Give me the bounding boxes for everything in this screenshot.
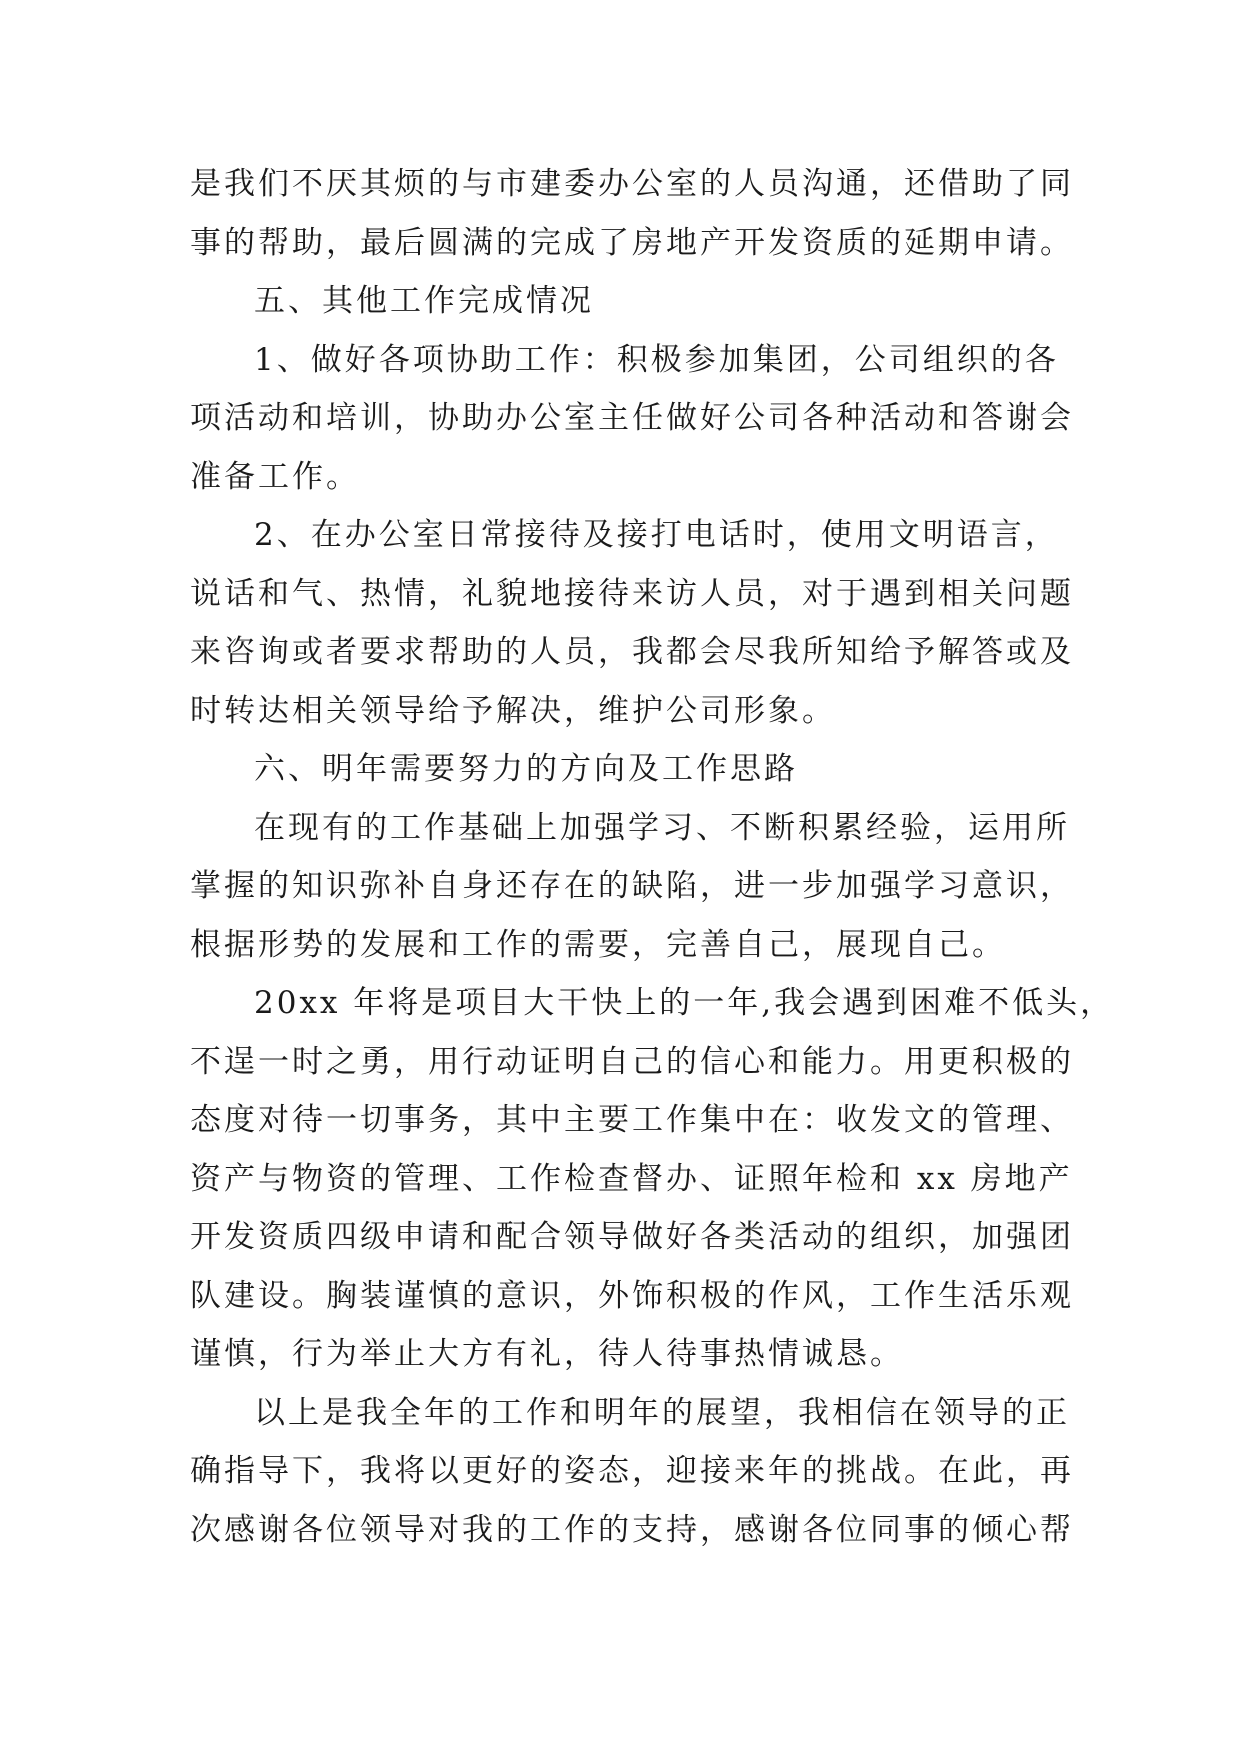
section-heading: 五、其他工作完成情况: [254, 283, 594, 319]
text-line: 确指导下，我将以更好的姿态，迎接来年的挑战。在此，再: [190, 1453, 1074, 1489]
text-line: 时转达相关领导给予解决，维护公司形象。: [190, 692, 836, 729]
text-line: 项活动和培训，协助办公室主任做好公司各种活动和答谢会: [190, 400, 1074, 436]
document-body: [190, 155, 1115, 1559]
text-line: 事的帮助，最后圆满的完成了房地产开发资质的延期申请。: [190, 224, 1074, 261]
text-line: 以上是我全年的工作和明年的展望，我相信在领导的正: [254, 1394, 1070, 1431]
section-heading: 六、明年需要努力的方向及工作思路: [254, 751, 798, 787]
text-line: 态度对待一切事务，其中主要工作集中在：收发文的管理、: [190, 1102, 1074, 1138]
text-line: 开发资质四级申请和配合领导做好各类活动的组织，加强团: [190, 1219, 1074, 1255]
text-line: 资产与物资的管理、工作检查督办、证照年检和 xx 房地产: [190, 1160, 1073, 1197]
text-line: 2、在办公室日常接待及接打电话时，使用文明语言，: [254, 517, 1059, 553]
text-line: 20xx 年将是项目大干快上的一年,我会遇到困难不低头，: [254, 985, 1115, 1021]
text-line: 在现有的工作基础上加强学习、不断积累经验，运用所: [254, 809, 1070, 846]
text-line: 是我们不厌其烦的与市建委办公室的人员沟通，还借助了同: [190, 166, 1074, 202]
text-line: 说话和气、热情，礼貌地接待来访人员，对于遇到相关问题: [190, 575, 1074, 612]
text-line: 谨慎，行为举止大方有礼，待人待事热情诚恳。: [190, 1336, 904, 1372]
text-line: 1、做好各项协助工作：积极参加集团，公司组织的各: [254, 341, 1059, 378]
text-line: 来咨询或者要求帮助的人员，我都会尽我所知给予解答或及: [190, 634, 1074, 670]
text-line: 掌握的知识弥补自身还存在的缺陷，进一步加强学习意识，: [190, 868, 1074, 904]
text-line: 根据形势的发展和工作的需要，完善自己，展现自己。: [190, 926, 1006, 963]
text-line: 次感谢各位领导对我的工作的支持，感谢各位同事的倾心帮: [190, 1511, 1074, 1548]
text-line: 队建设。胸装谨慎的意识，外饰积极的作风，工作生活乐观: [190, 1277, 1074, 1314]
text-line: 不逞一时之勇，用行动证明自己的信心和能力。用更积极的: [190, 1043, 1074, 1080]
text-line: 准备工作。: [190, 458, 360, 495]
